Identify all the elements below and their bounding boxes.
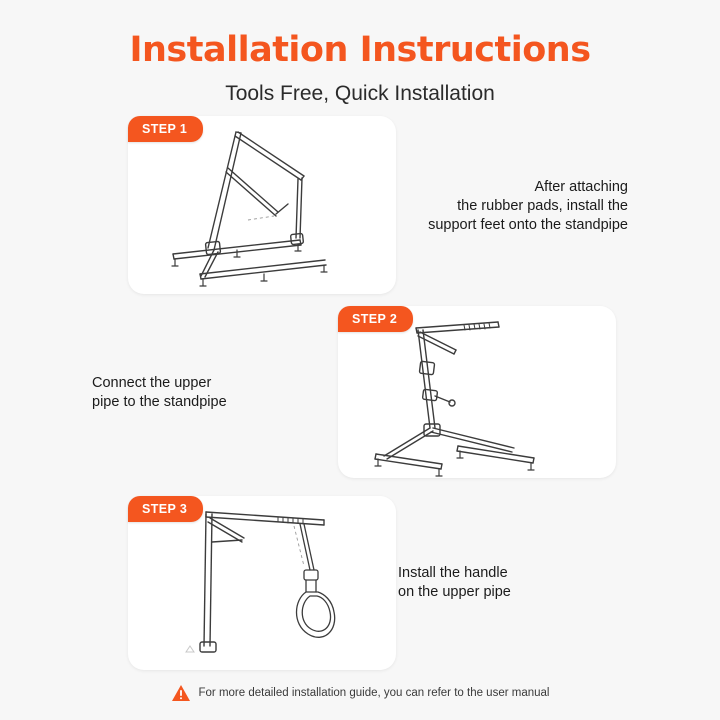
step-1-caption-line-3: support feet onto the standpipe [428,217,628,233]
step-2-caption-line-1: Connect the upper [92,375,212,391]
step-1-caption-line-1: After attaching [534,179,628,195]
footer-note [0,684,720,702]
step-1-card [128,116,396,294]
step-2-badge: STEP 2 [338,306,413,332]
step-3-illustration [128,496,396,670]
footer-text: For more detailed installation guide, you can refer to the user manual [198,687,550,699]
page-title: Installation Instructions [129,30,591,70]
step-3-card [128,496,396,670]
step-1-caption [398,178,628,235]
step-2-caption-line-2: pipe to the standpipe [92,394,227,410]
step-3-badge: STEP 3 [128,496,203,522]
step-3-caption [398,564,628,602]
page-subtitle: Tools Free, Quick Installation [225,82,495,105]
step-3-caption-line-1: Install the handle [398,565,508,581]
step-1-badge: STEP 1 [128,116,203,142]
warning-triangle-icon [171,684,191,702]
step-1-caption-line-2: the rubber pads, install the [457,198,628,214]
step-3-caption-line-2: on the upper pipe [398,584,511,600]
step-1-illustration [128,116,396,294]
step-2-caption [92,374,322,412]
